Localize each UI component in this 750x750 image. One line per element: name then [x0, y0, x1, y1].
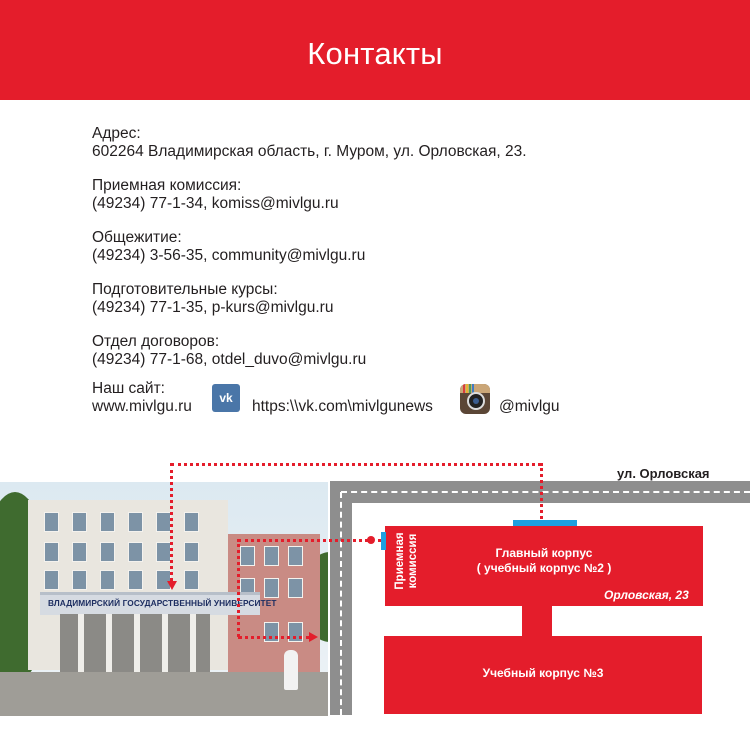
building-3-label: Учебный корпус №3 — [482, 666, 604, 680]
website-link[interactable]: www.mivlgu.ru — [92, 398, 192, 415]
contact-label: Адрес: — [92, 125, 141, 142]
contact-value: 602264 Владимирская область, г. Муром, ул. Орловская, 23. — [92, 143, 527, 160]
vk-icon[interactable]: vk — [212, 384, 240, 412]
route-line-top — [171, 463, 541, 466]
contact-address — [92, 125, 732, 161]
contact-contracts — [92, 333, 732, 369]
main-building-address: Орловская, 23 — [604, 588, 689, 602]
main-building-label: Главный корпус — [495, 546, 593, 560]
contact-value: (49234) 77-1-35, p-kurs@mivlgu.ru — [92, 299, 334, 316]
instagram-icon[interactable] — [460, 384, 490, 414]
contact-label: Отдел договоров: — [92, 333, 220, 350]
contact-prep-courses — [92, 281, 732, 317]
main-entrance-marker — [513, 520, 577, 526]
page-title: Контакты — [307, 36, 443, 71]
contact-admissions — [92, 177, 732, 213]
contact-value: (49234) 3-56-35, community@mivlgu.ru — [92, 247, 366, 264]
street-label: ул. Орловская — [617, 466, 710, 481]
route-line-left — [170, 463, 173, 581]
main-building-sublabel: ( учебный корпус №2 ) — [476, 561, 612, 575]
contact-label: Общежитие: — [92, 229, 182, 246]
arrow-down-icon — [167, 581, 177, 590]
university-sign: ВЛАДИМИРСКИЙ ГОСУДАРСТВЕННЫЙ УНИВЕРСИТЕТ — [48, 598, 277, 608]
contact-label: Приемная комиссия: — [92, 177, 242, 194]
contact-label: Подготовительные курсы: — [92, 281, 278, 298]
route-line-bottom — [238, 636, 310, 639]
site-label: Наш сайт: — [92, 380, 165, 397]
vk-link[interactable]: https:\\vk.com\mivlgunews — [252, 398, 433, 415]
contact-dormitory — [92, 229, 732, 265]
contacts-list — [92, 125, 732, 385]
building-photo — [0, 482, 328, 716]
contact-value: (49234) 77-1-68, otdel_duvo@mivlgu.ru — [92, 351, 367, 368]
route-line-right — [540, 463, 543, 519]
contact-value: (49234) 77-1-34, komiss@mivlgu.ru — [92, 195, 339, 212]
arrow-right-icon — [309, 632, 318, 642]
site-links — [92, 380, 560, 415]
instagram-link[interactable]: @mivlgu — [499, 398, 560, 415]
header-banner — [0, 0, 750, 100]
route-line-mid — [237, 539, 240, 637]
route-line-admissions — [238, 539, 381, 542]
building-connector — [522, 606, 552, 636]
admissions-label: Приемная комиссия — [394, 532, 419, 590]
